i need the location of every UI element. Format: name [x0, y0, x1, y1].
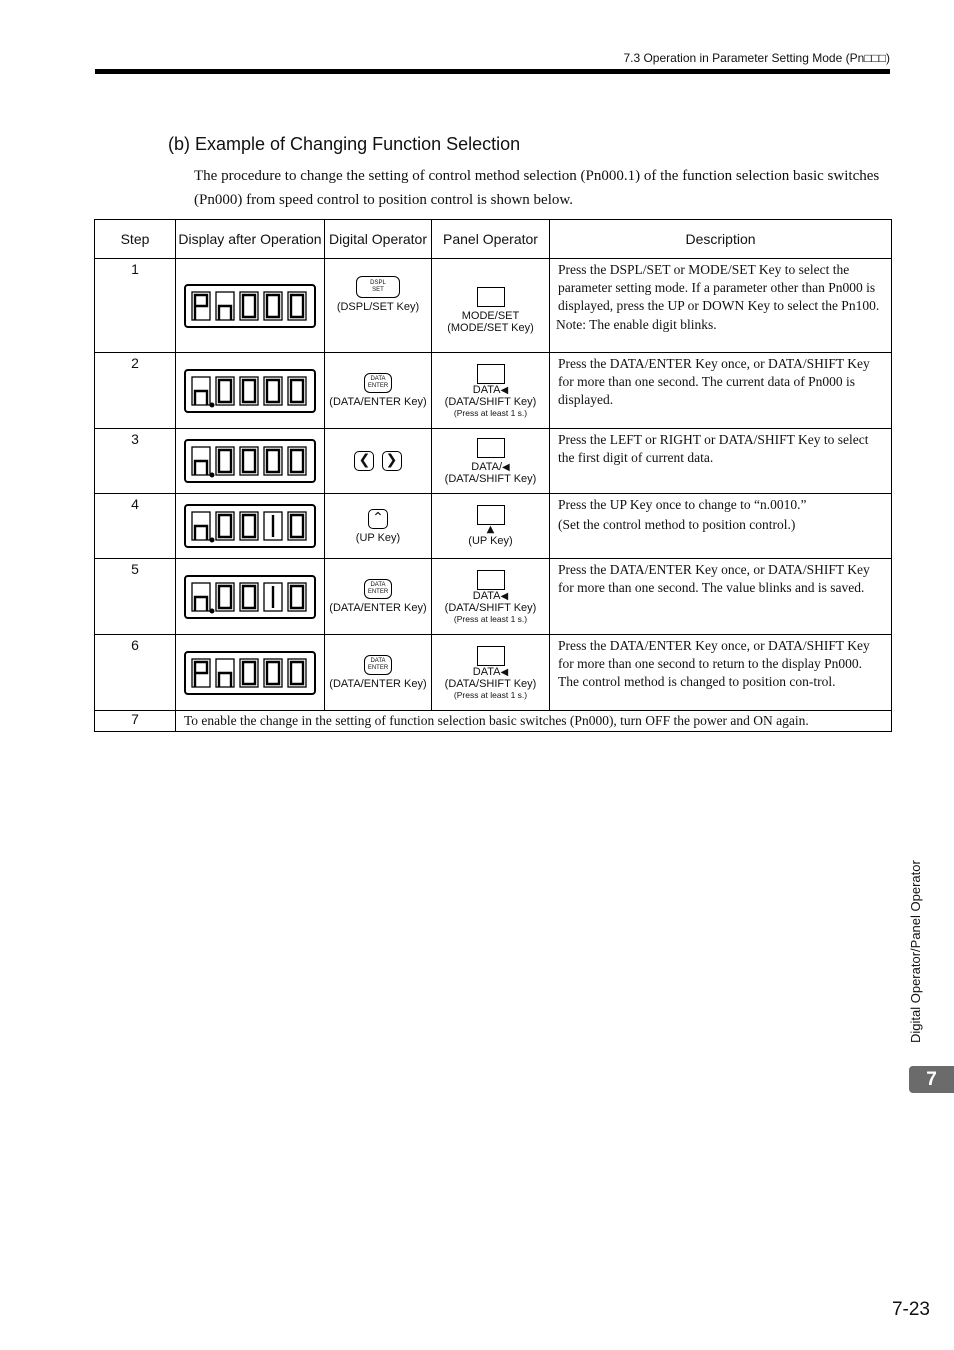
left-arrow-key[interactable]: ❮ [354, 451, 374, 471]
up-button[interactable] [477, 505, 505, 525]
step-number: 3 [95, 429, 176, 494]
key-caption: (DSPL/SET Key) [336, 301, 420, 313]
final-step-text: To enable the change in the setting of function selection basic switches (Pn000), turn OFF the power and ON again. [176, 711, 892, 732]
description-cell [550, 353, 892, 429]
col-header-panel: Panel Operator [432, 220, 550, 259]
data-enter-key[interactable]: DATA ENTER [364, 655, 392, 675]
col-header-digital: Digital Operator [325, 220, 432, 259]
panel-operator-cell [432, 635, 550, 711]
procedure-table [94, 219, 892, 732]
description-cell [550, 635, 892, 711]
step-number: 7 [95, 711, 176, 732]
description-text: Press the DATA/ENTER Key once, or DATA/SHIFT Key for more than one second to return to the display Pn000. The control method is changed to position con-trol. [558, 638, 870, 689]
table-row [95, 429, 892, 494]
display-cell [176, 494, 325, 559]
table-row [95, 259, 892, 353]
col-header-step: Step [95, 220, 176, 259]
panel-key-label: MODE/SET [461, 310, 520, 322]
step-number: 4 [95, 494, 176, 559]
display-cell [176, 635, 325, 711]
right-arrow-key[interactable]: ❯ [382, 451, 402, 471]
description-note: (Set the control method to position control.) [558, 517, 796, 532]
description-text: Press the LEFT or RIGHT or DATA/SHIFT Key to select the first digit of current data. [558, 432, 869, 465]
table-row [95, 494, 892, 559]
left-triangle-icon: ◀ [500, 666, 509, 678]
panel-key-label: DATA◀ [472, 589, 509, 602]
left-triangle-icon: ◀ [500, 384, 509, 396]
mode-set-button[interactable] [477, 287, 505, 307]
step-number: 6 [95, 635, 176, 711]
seven-segment-display [184, 439, 316, 483]
key-caption: (UP Key) [355, 531, 401, 544]
data-shift-button[interactable] [477, 438, 505, 458]
col-header-description: Description [550, 220, 892, 259]
key-caption: (DATA/ENTER Key) [329, 678, 427, 690]
step-number: 5 [95, 559, 176, 635]
panel-key-caption: (DATA/SHIFT Key) [444, 677, 537, 690]
panel-operator-cell [432, 559, 550, 635]
display-cell [176, 429, 325, 494]
left-triangle-icon: ◀ [500, 590, 509, 602]
seven-segment-display [184, 575, 316, 619]
panel-key-note: (Press at least 1 s.) [453, 689, 528, 700]
data-shift-button[interactable] [477, 646, 505, 666]
panel-operator-cell [432, 259, 550, 353]
dspl-set-key[interactable]: DSPL SET [356, 276, 400, 298]
digital-operator-cell [325, 259, 432, 353]
seven-segment-display [184, 369, 316, 413]
panel-key-note: (Press at least 1 s.) [453, 407, 528, 418]
table-row [95, 635, 892, 711]
description-cell [550, 559, 892, 635]
page-number: 7-23 [891, 1299, 930, 1320]
section-title: (b) Example of Changing Function Selection [168, 134, 521, 154]
description-cell [550, 494, 892, 559]
digital-operator-cell [325, 559, 432, 635]
key-caption: (DATA/ENTER Key) [329, 602, 427, 614]
step-number: 2 [95, 353, 176, 429]
up-arrow-key[interactable]: ⌃ [368, 509, 388, 529]
panel-operator-cell [432, 429, 550, 494]
panel-key-caption: (MODE/SET Key) [447, 322, 534, 334]
panel-operator-cell [432, 494, 550, 559]
data-enter-key[interactable]: DATA ENTER [364, 579, 392, 599]
description-text: Press the DATA/ENTER Key once, or DATA/SHIFT Key for more than one second. The current data of Pn000 is displayed. [558, 356, 870, 407]
table-row [95, 353, 892, 429]
seven-segment-display [184, 651, 316, 695]
header-rule [95, 69, 890, 74]
panel-key-label: DATA◀ [472, 383, 509, 396]
digital-operator-cell [325, 353, 432, 429]
table-header-row [95, 220, 892, 259]
description-text: Press the DATA/ENTER Key once, or DATA/SHIFT Key for more than one second. The value blinks and is saved. [558, 562, 870, 595]
description-text: Press the DSPL/SET or MODE/SET Key to select the parameter setting mode. If a parameter other than Pn000 is displayed, press the UP or DOWN Key to select the Pn100. [558, 262, 880, 313]
data-shift-button[interactable] [477, 364, 505, 384]
panel-key-caption: (DATA/SHIFT Key) [444, 601, 537, 614]
panel-key-caption: (DATA/SHIFT Key) [444, 472, 537, 485]
description-note: Note: The enable digit blinks. [556, 317, 717, 332]
key-caption: (DATA/ENTER Key) [329, 396, 427, 408]
digital-operator-cell [325, 429, 432, 494]
seven-segment-display [184, 284, 316, 328]
digital-operator-cell [325, 494, 432, 559]
data-shift-button[interactable] [477, 570, 505, 590]
chapter-tab: 7 [909, 1066, 954, 1093]
data-enter-key[interactable]: DATA ENTER [364, 373, 392, 393]
description-cell [550, 429, 892, 494]
panel-key-label: DATA◀ [472, 665, 509, 678]
chapter-side-label: Digital Operator/Panel Operator [908, 860, 923, 1043]
table-row [95, 711, 892, 732]
seven-segment-display [184, 504, 316, 548]
digital-operator-cell [325, 635, 432, 711]
panel-key-caption: (UP Key) [468, 535, 513, 547]
display-cell [176, 353, 325, 429]
description-text: Press the UP Key once to change to “n.0010.” [558, 497, 807, 512]
up-triangle-icon: ▲ [486, 524, 495, 535]
left-triangle-icon: ◀ [502, 461, 510, 473]
intro-paragraph: The procedure to change the setting of control method selection (Pn000.1) of the function selection basic switches (Pn000) from speed control to position control is shown below. [194, 168, 880, 208]
panel-key-label: DATA/◀ [471, 460, 510, 473]
table-row [95, 559, 892, 635]
display-cell [176, 259, 325, 353]
panel-key-note: (Press at least 1 s.) [453, 613, 528, 624]
step-number: 1 [95, 259, 176, 353]
panel-operator-cell [432, 353, 550, 429]
display-cell [176, 559, 325, 635]
panel-key-caption: (DATA/SHIFT Key) [444, 395, 537, 408]
col-header-display: Display after Operation [176, 220, 325, 259]
running-header: 7.3 Operation in Parameter Setting Mode (Pn□□□) [623, 51, 890, 65]
description-cell [550, 259, 892, 353]
